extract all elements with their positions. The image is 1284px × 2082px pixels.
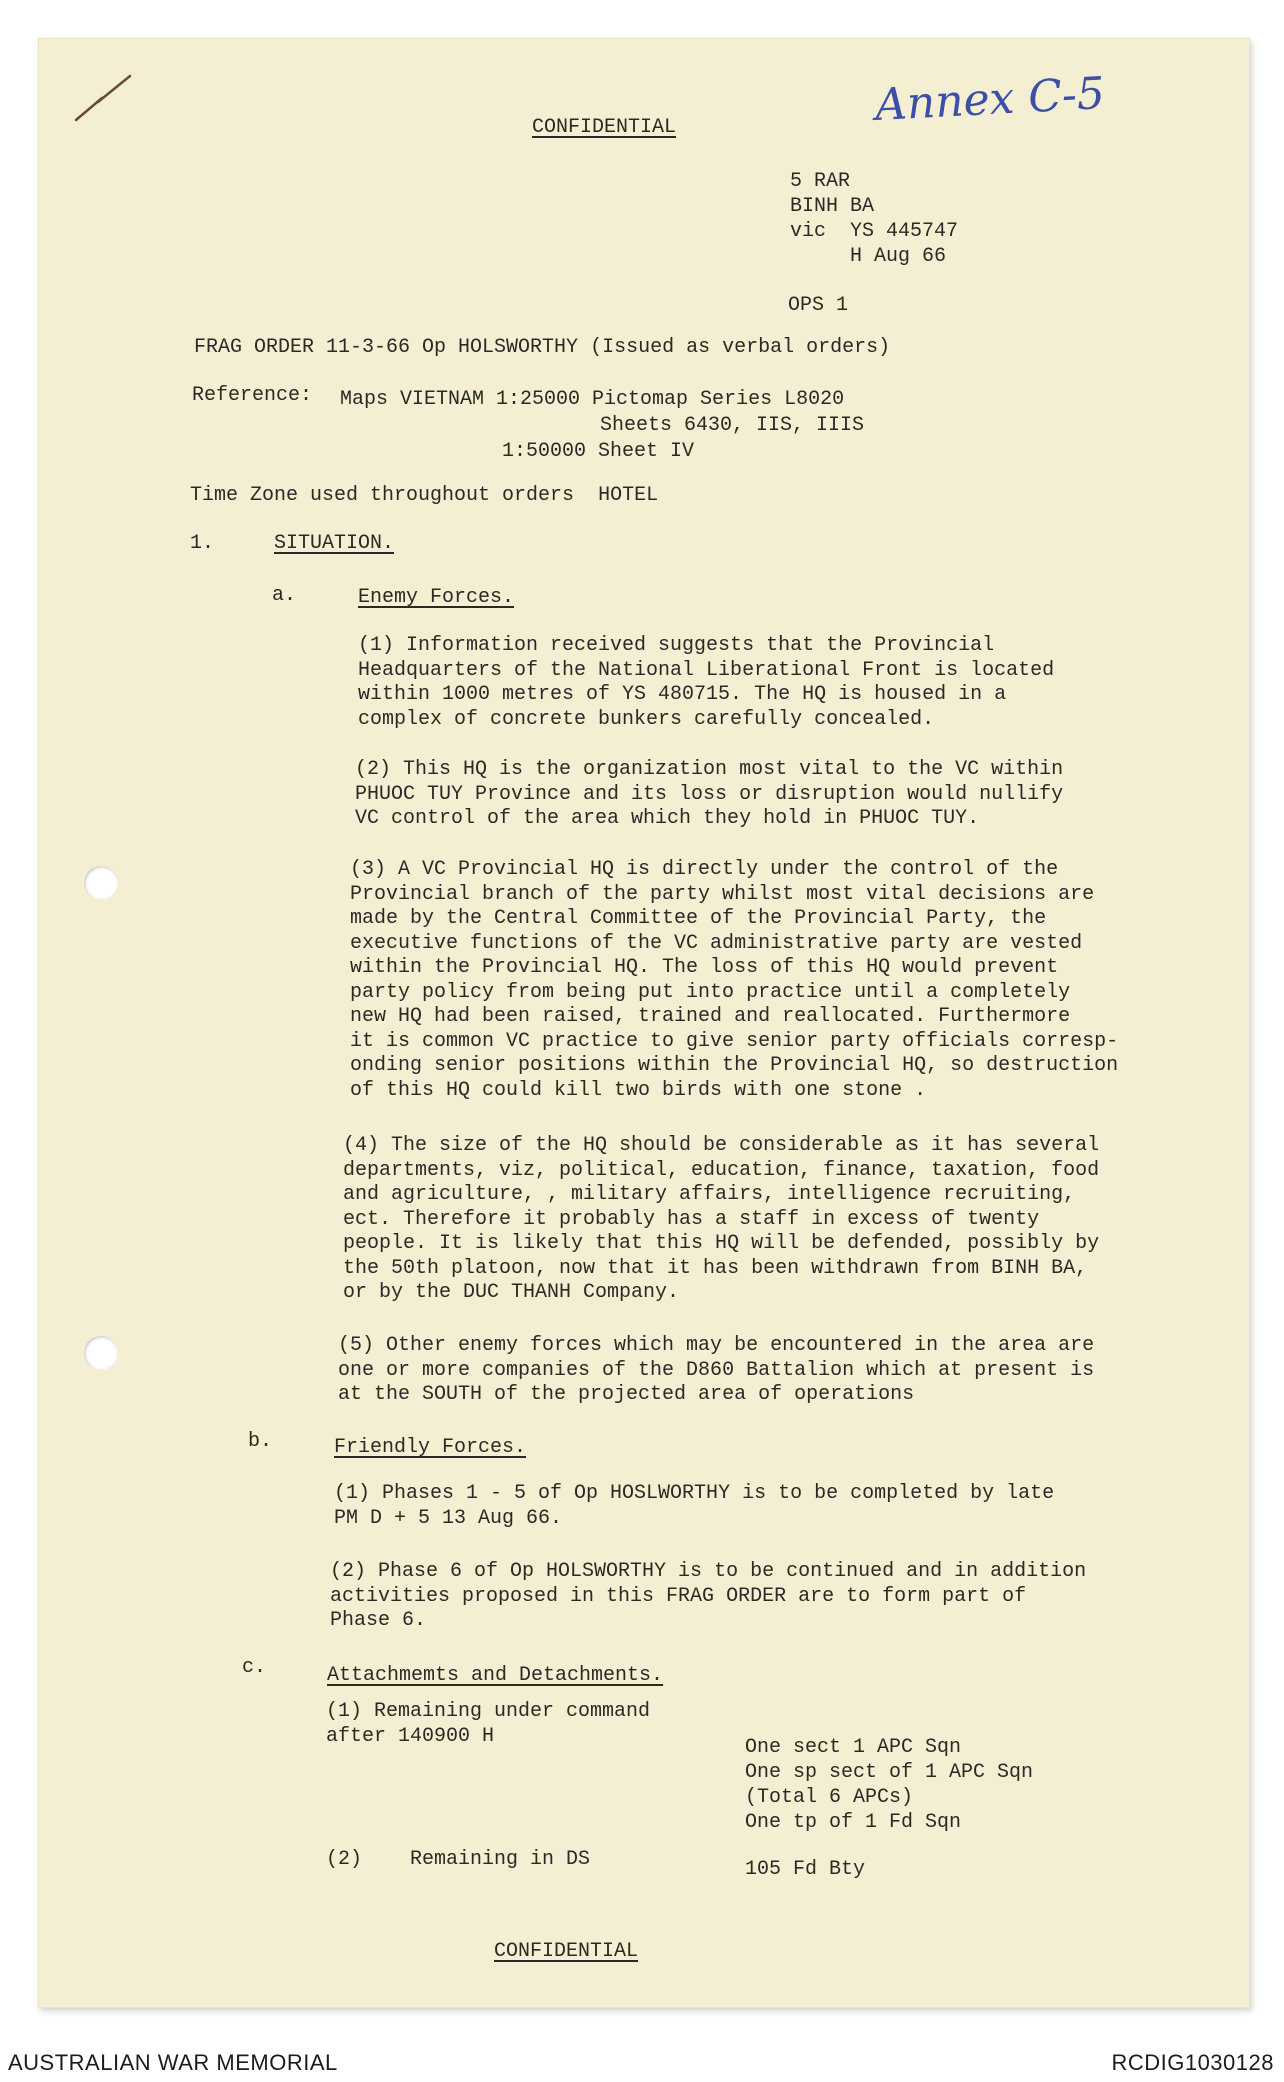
address-unit: 5 RAR xyxy=(790,170,851,193)
pen-scratch-mark xyxy=(72,68,142,128)
frag-order-title: FRAG ORDER 11-3-66 Op HOLSWORTHY (Issued as verbal orders) xyxy=(194,336,891,359)
enemy-forces-para-1: (1) Information received suggests that the Provincial Headquarters of the National Liberational Front is located within 1000 metres of YS 480715. The HQ is housed in a complex of concrete bunkers carefully concealed. xyxy=(358,634,1055,731)
attachment-fd-bty: 105 Fd Bty xyxy=(745,1858,866,1881)
enemy-forces-para-5: (5) Other enemy forces which may be encountered in the area are one or more companies of the D860 Battalion which at present is at the SOUTH of the projected area of operations xyxy=(338,1334,1095,1406)
archive-source-label: AUSTRALIAN WAR MEMORIAL xyxy=(8,2050,338,2075)
enemy-forces-para-4: (4) The size of the HQ should be considerable as it has several departments, viz, political, education, finance, taxation, food and agriculture, , military affairs, intelligence recruiting, ect. Therefore it probably has a staff in excess of twenty people. It is likely that this HQ will be defended, possibly by the 50th platoon, now that it has been withdrawn from BINH BA, or by the DUC THANH Company. xyxy=(343,1134,1100,1304)
attachments-item-1: (1) Remaining under command after 140900 H xyxy=(326,1700,651,1748)
subsection-a-title: Enemy Forces. xyxy=(358,586,515,609)
handwritten-annex-annotation: Annex C-5 xyxy=(873,68,1107,131)
section-1-number: 1. xyxy=(190,532,215,555)
footer-classification: CONFIDENTIAL xyxy=(494,1940,639,1963)
subsection-a-label: a. xyxy=(272,584,297,607)
enemy-forces-para-2: (2) This HQ is the organization most vital to the VC within PHUOC TUY Province and its loss or disruption would nullify VC control of the area which they hold in PHUOC TUY. xyxy=(355,758,1064,830)
reference-line-3: 1:50000 Sheet IV xyxy=(502,440,695,463)
subsection-c-title: Attachmemts and Detachments. xyxy=(327,1664,664,1687)
header-classification: CONFIDENTIAL xyxy=(532,116,677,139)
address-grid-ref: vic YS 445747 xyxy=(790,220,959,243)
punch-hole-top xyxy=(84,866,118,900)
attachment-apc-total: (Total 6 APCs) xyxy=(745,1786,914,1809)
attachment-apc-sp-sect: One sp sect of 1 APC Sqn xyxy=(745,1761,1034,1784)
address-date: H Aug 66 xyxy=(850,245,947,268)
subsection-b-title: Friendly Forces. xyxy=(334,1436,527,1459)
enemy-forces-para-3: (3) A VC Provincial HQ is directly under the control of the Provincial branch of the party whilst most vital decisions are made by the Central Committee of the Provincial Party, the executive functions of the VC administrative party are vested within the Provincial HQ. The loss of this HQ would prevent party policy from being put into practice until a completely new HQ had been raised, trained and reallocated. Furthermore it is common VC practice to give senior party officials corresp- onding senior positions within the Provincial HQ, so destruction of this HQ could kill two birds with one stone . xyxy=(350,858,1119,1102)
friendly-forces-para-2: (2) Phase 6 of Op HOLSWORTHY is to be continued and in addition activities proposed in this FRAG ORDER are to form part of Phase 6. xyxy=(330,1560,1087,1632)
address-place: BINH BA xyxy=(790,195,875,218)
reference-line-2: Sheets 6430, IIS, IIIS xyxy=(600,414,865,437)
subsection-c-label: c. xyxy=(242,1656,267,1679)
attachments-item-2: (2) Remaining in DS xyxy=(326,1848,591,1871)
friendly-forces-para-1: (1) Phases 1 - 5 of Op HOSLWORTHY is to be completed by late PM D + 5 13 Aug 66. xyxy=(334,1482,1055,1530)
reference-label: Reference: xyxy=(192,384,313,407)
punch-hole-bottom xyxy=(84,1336,118,1370)
attachment-fd-sqn: One tp of 1 Fd Sqn xyxy=(745,1811,962,1834)
ops-number: OPS 1 xyxy=(788,294,849,317)
archive-record-id: RCDIG1030128 xyxy=(1111,2050,1274,2075)
reference-line-1: Maps VIETNAM 1:25000 Pictomap Series L8020 xyxy=(340,388,845,411)
section-1-title: SITUATION. xyxy=(274,532,395,555)
subsection-b-label: b. xyxy=(248,1430,273,1453)
attachment-apc-sect: One sect 1 APC Sqn xyxy=(745,1736,962,1759)
time-zone-line: Time Zone used throughout orders HOTEL xyxy=(190,484,659,507)
